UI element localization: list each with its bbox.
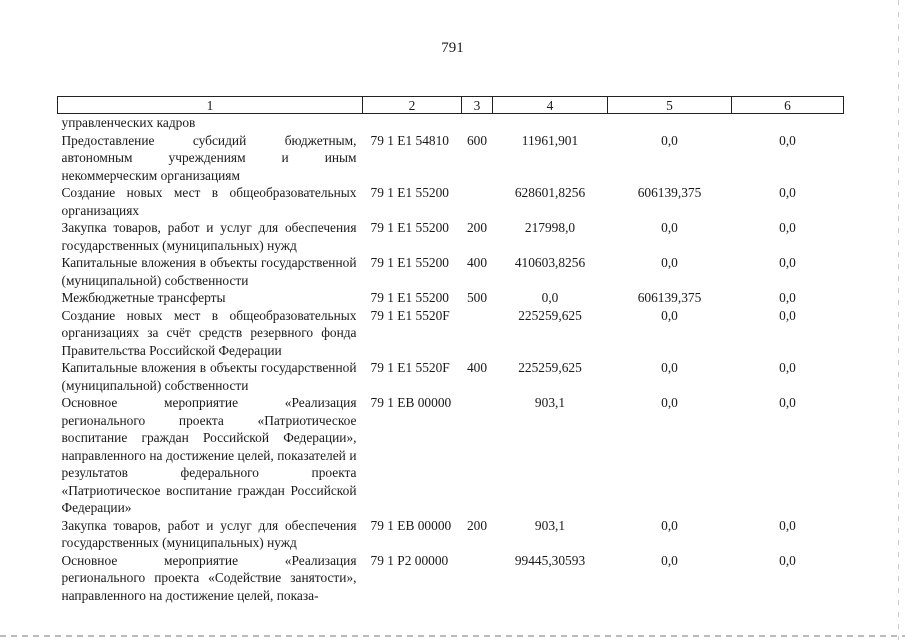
row-value-5: 0,0 <box>661 360 678 375</box>
row-description: Закупка товаров, работ и услуг для обеспечения государственных (муниципальных) нужд <box>61 220 357 253</box>
row-code: 79 1 E1 55200 <box>370 255 449 270</box>
row-description: Основное мероприятие «Реализация регионального проекта «Патриотическое воспитание граждан Российской Федерации», направленного на достижение целей, показателей и результатов федерального проекта «Патриотическое воспитание граждан Российской Федерации» <box>61 395 357 515</box>
row-description: Капитальные вложения в объекты государственной (муниципальной) собственности <box>61 360 357 393</box>
row-value-6: 0,0 <box>779 517 796 533</box>
row-expense-type <box>462 114 493 132</box>
row-value-4: 0,0 <box>541 290 559 305</box>
row-value-6: 0,0 <box>779 185 796 200</box>
row-value-6: 0,0 <box>779 360 796 375</box>
row-expense-type <box>462 394 493 517</box>
row-code: 79 1 E1 55200 <box>370 290 449 305</box>
column-header-2: 2 <box>363 97 462 114</box>
budget-table <box>57 96 844 604</box>
row-value-6: 0,0 <box>779 395 796 410</box>
row-value-4: 217998,0 <box>524 220 576 235</box>
table-row <box>58 359 844 394</box>
row-description: Создание новых мест в общеобразовательных организациях за счёт средств резервного фонда Правительства Российской Федерации <box>61 307 357 358</box>
table-row <box>58 394 844 517</box>
table-body <box>58 114 844 605</box>
table-row <box>58 517 844 552</box>
row-description: Закупка товаров, работ и услуг для обеспечения государственных (муниципальных) нужд <box>61 517 357 550</box>
row-value-5: 606139,375 <box>637 185 702 200</box>
table-row <box>58 254 844 289</box>
row-code: 79 1 EB 00000 <box>370 517 452 533</box>
table-row <box>58 114 844 132</box>
row-code: 79 1 E1 55200 <box>370 220 449 235</box>
row-value-4: 903,1 <box>534 517 566 533</box>
table-header <box>58 97 844 114</box>
row-value-4: 903,1 <box>534 395 566 410</box>
row-value-5: 0,0 <box>661 307 678 323</box>
row-expense-type <box>462 307 493 360</box>
row-description: Предоставление субсидий бюджетным, автономным учреждениям и иным некоммерческим организациям <box>61 132 357 183</box>
scan-edge-bottom <box>0 635 905 637</box>
table-row <box>58 289 844 307</box>
table-row <box>58 184 844 219</box>
row-description: Основное мероприятие «Реализация регионального проекта «Содействие занятости», направленного на достижение целей, показа- <box>61 552 357 603</box>
row-value-4: 225259,625 <box>518 360 582 375</box>
row-description: Создание новых мест в общеобразовательных организациях <box>61 185 357 218</box>
row-value-5: 0,0 <box>661 395 678 410</box>
row-expense-type: 600 <box>466 132 488 148</box>
row-value-5: 0,0 <box>661 552 678 568</box>
row-code: 79 1 P2 00000 <box>370 552 449 568</box>
row-description: Капитальные вложения в объекты государственной (муниципальной) собственности <box>61 255 357 288</box>
row-code: 79 1 E1 54810 <box>370 132 449 148</box>
column-header-3: 3 <box>462 97 493 114</box>
table-row <box>58 307 844 360</box>
row-expense-type: 200 <box>466 220 488 235</box>
row-value-4: 11961,901 <box>521 132 579 148</box>
row-expense-type: 400 <box>466 360 488 375</box>
row-value-5: 0,0 <box>661 132 678 148</box>
row-value-6: 0,0 <box>779 255 796 270</box>
column-header-4: 4 <box>493 97 608 114</box>
row-value-6: 0,0 <box>779 132 796 148</box>
row-value-4: 410603,8256 <box>514 255 586 270</box>
row-code: 79 1 E1 5520F <box>370 360 450 375</box>
row-value-5: 0,0 <box>661 517 678 533</box>
column-header-5: 5 <box>608 97 732 114</box>
row-expense-type: 400 <box>466 255 488 270</box>
row-value-4 <box>493 114 608 132</box>
row-value-4: 99445,30593 <box>514 552 586 568</box>
row-value-6: 0,0 <box>779 290 796 305</box>
row-code: 79 1 EB 00000 <box>370 395 452 410</box>
table-row <box>58 552 844 605</box>
row-value-6: 0,0 <box>779 220 796 235</box>
row-value-5: 606139,375 <box>637 290 702 305</box>
row-value-6: 0,0 <box>779 307 796 323</box>
row-expense-type: 500 <box>466 290 488 305</box>
row-value-5 <box>608 114 732 132</box>
row-value-5: 0,0 <box>661 220 678 235</box>
table-row <box>58 219 844 254</box>
row-value-6 <box>732 114 844 132</box>
row-code <box>363 114 462 132</box>
column-header-6: 6 <box>732 97 844 114</box>
scan-edge-right <box>898 0 899 640</box>
row-code: 79 1 E1 5520F <box>370 307 450 323</box>
row-value-4: 628601,8256 <box>514 185 586 200</box>
row-expense-type: 200 <box>466 517 488 533</box>
row-value-6: 0,0 <box>779 552 796 568</box>
row-description: Межбюджетные трансферты <box>61 290 226 305</box>
page-number: 791 <box>441 40 464 56</box>
table-row <box>58 132 844 185</box>
row-value-5: 0,0 <box>661 255 678 270</box>
column-header-1: 1 <box>58 97 363 114</box>
header-row <box>58 97 844 114</box>
row-description: управленческих кадров <box>61 115 196 130</box>
row-value-4: 225259,625 <box>518 307 582 323</box>
row-expense-type <box>462 552 493 605</box>
row-expense-type <box>462 184 493 219</box>
row-code: 79 1 E1 55200 <box>370 185 449 200</box>
